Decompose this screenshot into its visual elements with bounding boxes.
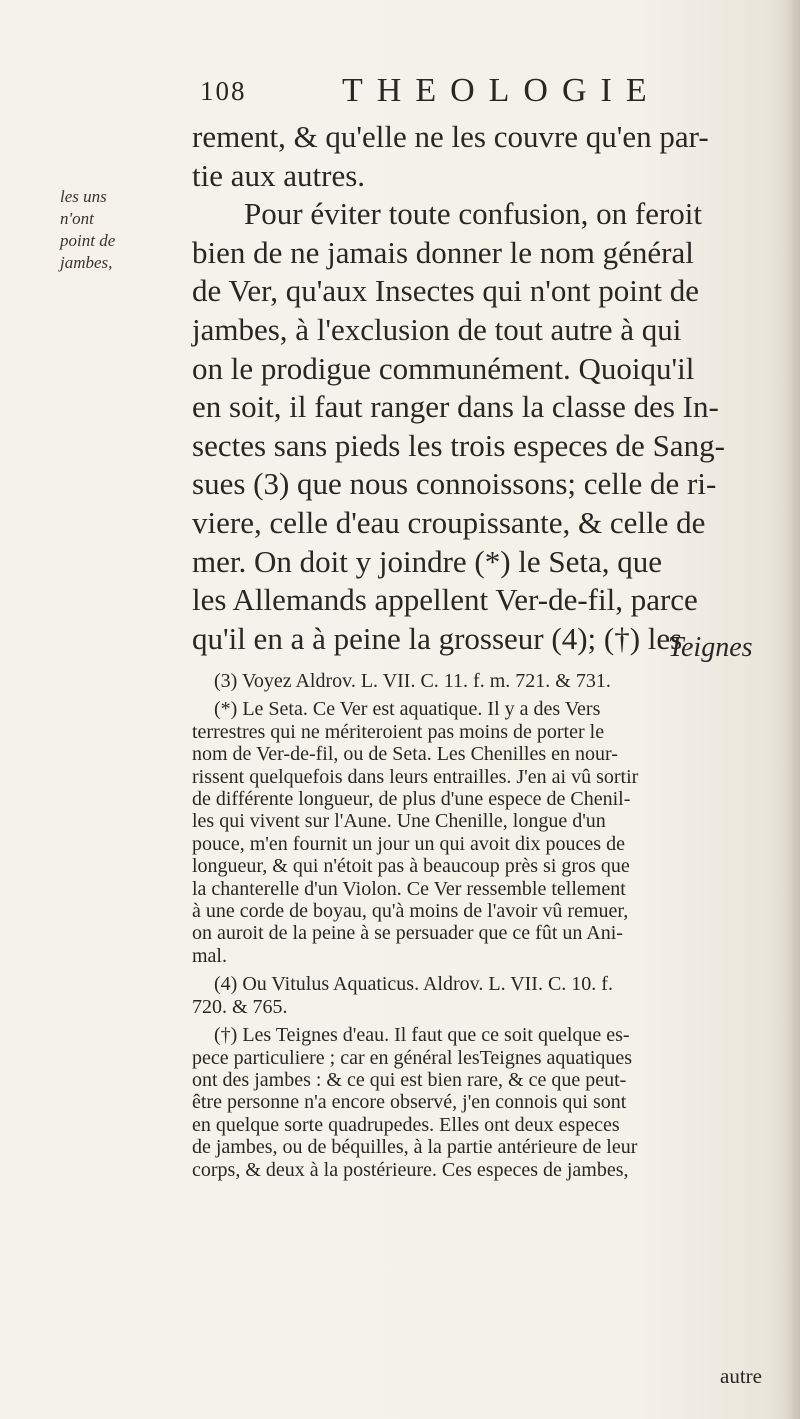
- text-line: rement, & qu'elle ne les couvre qu'en par-: [192, 119, 709, 154]
- margin-note-line: n'ont: [60, 209, 94, 228]
- footnote-line: pece particuliere ; car en général lesTeignes aquatiques: [192, 1046, 633, 1069]
- margin-note-line: les uns: [60, 187, 107, 206]
- text-line: tie aux autres.: [192, 157, 366, 193]
- footnote-dagger: [192, 1024, 784, 1181]
- footnote-line: rissent quelquefois dans leurs entrailles. J'en ai vû sortir: [192, 765, 639, 788]
- text-line: sectes sans pieds les trois especes de Sang-: [192, 427, 725, 463]
- footnote-line: longueur, & qui n'étoit pas à beaucoup près si gros que: [192, 855, 630, 878]
- footnotes: [192, 670, 784, 1187]
- text-line: sues (3) que nous connoissons; celle de ri-: [192, 466, 717, 502]
- page-header: [200, 72, 760, 116]
- margin-note-line: jambes,: [60, 253, 113, 272]
- text-line: qu'il en a à peine la grosseur (4); (†) les: [192, 620, 683, 656]
- footnote-star: [192, 698, 784, 967]
- footnote-line: la chanterelle d'un Violon. Ce Ver ressemble tellement: [192, 877, 626, 900]
- footnote-line: (4) Ou Vitulus Aquaticus. Aldrov. L. VII. C. 10. f.: [214, 973, 613, 996]
- footnote-line: corps, & deux à la postérieure. Ces especes de jambes,: [192, 1158, 629, 1181]
- footnote-line: ont des jambes : & ce qui est bien rare, & ce que peut-: [192, 1068, 627, 1091]
- footnote-line: mal.: [192, 944, 227, 967]
- text-line: bien de ne jamais donner le nom général: [192, 234, 694, 270]
- text-line: en soit, il faut ranger dans la classe des In-: [192, 389, 719, 425]
- main-text: [192, 118, 782, 658]
- text-line: jambes, à l'exclusion de tout autre à qui: [192, 311, 682, 347]
- page-edge-shadow: [786, 0, 800, 1419]
- text-line: Pour éviter toute confusion, on feroit: [244, 196, 703, 232]
- text-line: de Ver, qu'aux Insectes qui n'ont point de: [192, 273, 699, 309]
- margin-note: [60, 186, 138, 274]
- text-line: on le prodigue communément. Quoiqu'il: [192, 350, 695, 386]
- text-line: mer. On doit y joindre (*) le Seta, que: [192, 543, 663, 579]
- footnote-line: les qui vivent sur l'Aune. Une Chenille, longue d'un: [192, 810, 606, 833]
- catchword-autre: autre: [720, 1364, 762, 1388]
- catchword-teignes: Teignes: [668, 632, 753, 663]
- footnote-line: (†) Les Teignes d'eau. Il faut que ce soit quelque es-: [214, 1024, 630, 1047]
- footnote-line: (3) Voyez Aldrov. L. VII. C. 11. f. m. 721. & 731.: [214, 670, 611, 692]
- footnote-line: en quelque sorte quadrupedes. Elles ont deux especes: [192, 1113, 620, 1136]
- text-line: les Allemands appellent Ver-de-fil, parce: [192, 582, 698, 618]
- running-title: THEOLOGIE: [342, 72, 661, 109]
- footnote-line: de différente longueur, de plus d'une espece de Chenil-: [192, 788, 631, 811]
- text-line: viere, celle d'eau croupissante, & celle de: [192, 504, 706, 540]
- footnote-line: terrestres qui ne mériteroient pas moins de porter le: [192, 720, 605, 743]
- margin-note-line: point de: [60, 231, 116, 250]
- footnote-line: de jambes, ou de béquilles, à la partie antérieure de leur: [192, 1136, 638, 1159]
- footnote-line: pouce, m'en fournit un jour un qui avoit dix pouces de: [192, 832, 625, 855]
- footnote-line: 720. & 765.: [192, 995, 288, 1018]
- footnote-4: [192, 973, 784, 1018]
- footnote-line: à une corde de boyau, qu'à moins de l'avoir vû remuer,: [192, 900, 629, 923]
- page-number: 108: [200, 76, 247, 106]
- footnote-line: (*) Le Seta. Ce Ver est aquatique. Il y a des Vers: [214, 698, 601, 721]
- footnote-line: on auroit de la peine à se persuader que ce fût un Ani-: [192, 922, 623, 945]
- footnote-3: [192, 670, 784, 692]
- footnote-line: nom de Ver-de-fil, ou de Seta. Les Chenilles en nour-: [192, 743, 618, 766]
- footnote-line: être personne n'a encore observé, j'en connois qui sont: [192, 1091, 627, 1114]
